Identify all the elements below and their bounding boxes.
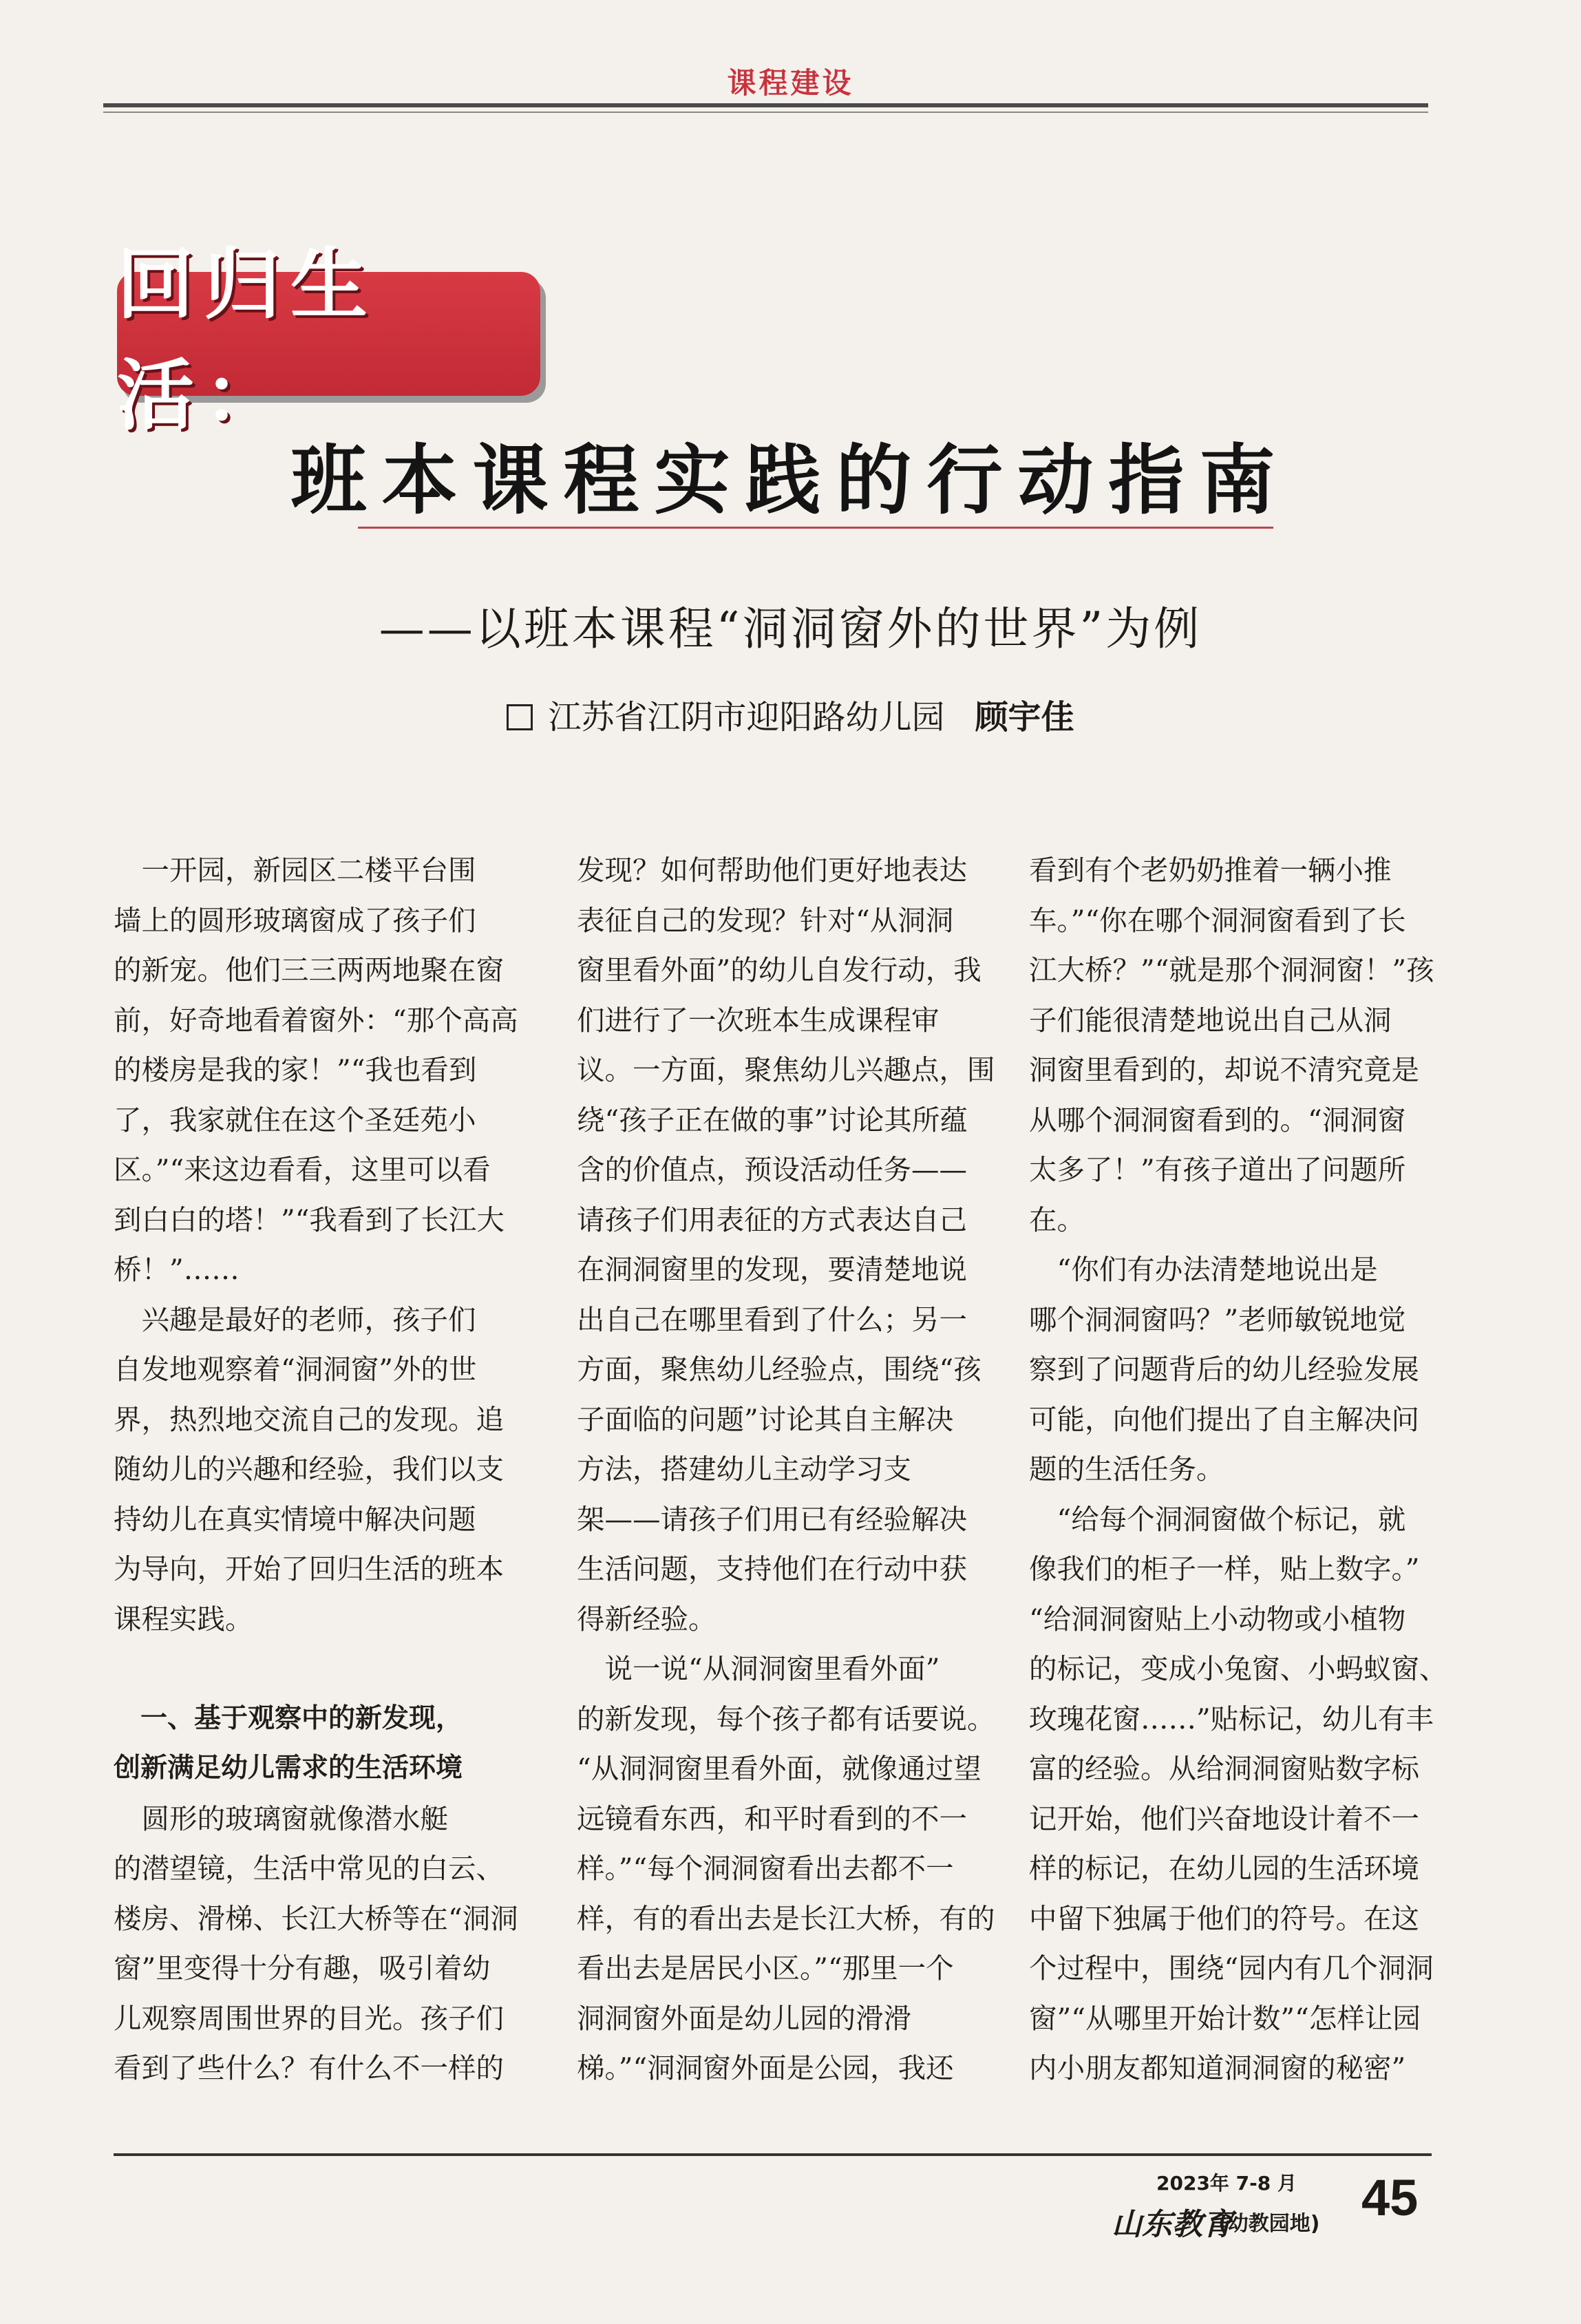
article-subtitle: ——以班本课程“洞洞窗外的世界”为例 (379, 602, 1202, 655)
text-line: 兴趣是最好的老师，孩子们 (114, 1302, 476, 1336)
text-column-3 (1029, 845, 1447, 2093)
text-line: 前，好奇地看着窗外：“那个高高 (114, 1003, 518, 1037)
text-line: 发现？如何帮助他们更好地表达 (577, 854, 967, 887)
text-line: 圆形的玻璃窗就像潜水艇 (114, 1802, 448, 1835)
text-line: 楼房、滑梯、长江大桥等在“洞洞 (114, 1901, 518, 1935)
page-number: 45 (1361, 2169, 1419, 2226)
text-line: 的新宠。他们三三两两地聚在窗 (114, 953, 504, 986)
text-column-1 (114, 845, 527, 2093)
text-line: 儿观察周围世界的目光。孩子们 (114, 2001, 504, 2035)
text-line: 议。一方面，聚焦幼儿兴趣点，围 (577, 1053, 995, 1086)
text-line: 界，热烈地交流自己的发现。追 (114, 1402, 504, 1436)
text-line: 窗”“从哪里开始计数”“怎样让园 (1029, 2001, 1421, 2035)
text-line: 太多了！”有孩子道出了问题所 (1029, 1153, 1406, 1186)
text-line: 一开园，新园区二楼平台围 (114, 854, 476, 887)
text-line: 洞洞窗外面是幼儿园的滑滑 (577, 2001, 911, 2035)
text-line: 区。”“来这边看看，这里可以看 (114, 1153, 491, 1186)
text-line: “给洞洞窗贴上小动物或小植物 (1029, 1602, 1406, 1636)
text-line: 出自己在哪里看到了什么；另一 (577, 1302, 967, 1336)
paragraph-gap (114, 1644, 527, 1694)
text-line: 绕“孩子正在做的事”讨论其所蕴 (577, 1103, 968, 1137)
text-line: 墙上的圆形玻璃窗成了孩子们 (114, 903, 476, 937)
text-line: 哪个洞洞窗吗？”老师敏锐地觉 (1029, 1302, 1406, 1336)
text-line: 含的价值点，预设活动任务—— (577, 1153, 967, 1186)
section-heading-line: 一、基于观察中的新发现， (114, 1702, 463, 1734)
text-line: “你们有办法清楚地说出是 (1029, 1253, 1378, 1286)
text-line: 看出去是居民小区。”“那里一个 (577, 1952, 954, 1985)
title-rule (358, 527, 1273, 529)
text-line: 样，有的看出去是长江大桥，有的 (577, 1901, 995, 1935)
text-line: 看到了些什么？有什么不一样的 (114, 2051, 504, 2084)
byline-box-icon (507, 704, 533, 730)
text-line: 样。”“每个洞洞窗看出去都不一 (577, 1852, 954, 1885)
text-line: 中留下独属于他们的符号。在这 (1029, 1901, 1419, 1935)
text-line: 方法，搭建幼儿主动学习支 (577, 1452, 911, 1486)
section-heading-line: 创新满足幼儿需求的生活环境 (114, 1753, 463, 1784)
footer-section: (幼教园地) (1218, 2212, 1320, 2236)
text-line: 说一说“从洞洞窗里看外面” (577, 1652, 940, 1685)
byline-author: 顾宇佳 (975, 698, 1074, 737)
text-line: “从洞洞窗里看外面，就像通过望 (577, 1752, 982, 1785)
byline (0, 690, 1581, 738)
text-line: 的潜望镜，生活中常见的白云、 (114, 1852, 504, 1885)
text-line: 表征自己的发现？针对“从洞洞 (577, 903, 954, 937)
byline-affiliation: 江苏省江阴市迎阳路幼儿园 (548, 698, 945, 737)
text-line: 像我们的柜子一样，贴上数字。” (1029, 1552, 1420, 1585)
text-line: 玫瑰花窗……”贴标记，幼儿有丰 (1029, 1702, 1434, 1735)
text-line: 在。 (1029, 1203, 1085, 1236)
text-line: “给每个洞洞窗做个标记，就 (1029, 1502, 1406, 1536)
text-line: 课程实践。 (114, 1602, 253, 1636)
text-line: 从哪个洞洞窗看到的。“洞洞窗 (1029, 1103, 1406, 1137)
text-line: 窗里看外面”的幼儿自发行动，我 (577, 953, 982, 986)
text-line: 得新经验。 (577, 1602, 717, 1636)
text-line: 车。”“你在哪个洞洞窗看到了长 (1029, 903, 1406, 937)
text-line: 可能，向他们提出了自主解决问 (1029, 1402, 1419, 1436)
title-line-1: 回归生活： (117, 240, 377, 441)
header-rule-thin (103, 112, 1428, 113)
text-line: 窗”里变得十分有趣，吸引着幼 (114, 1952, 491, 1985)
text-line: 请孩子们用表征的方式表达自己 (577, 1203, 967, 1236)
text-line: 们进行了一次班本生成课程审 (577, 1003, 940, 1037)
text-line: 持幼儿在真实情境中解决问题 (114, 1502, 476, 1536)
text-line: 桥！”…… (114, 1253, 240, 1286)
text-line: 的新发现，每个孩子都有话要说。 (577, 1702, 995, 1735)
footer-magazine-logo: 山东教育 (1112, 2207, 1233, 2242)
text-line: 生活问题，支持他们在行动中获 (577, 1552, 967, 1585)
text-line: 了，我家就住在这个圣廷苑小 (114, 1103, 476, 1137)
text-line: 看到有个老奶奶推着一辆小推 (1029, 854, 1392, 887)
text-line: 自发地观察着“洞洞窗”外的世 (114, 1353, 477, 1386)
text-line: 方面，聚焦幼儿经验点，围绕“孩 (577, 1353, 982, 1386)
section-label: 课程建设 (727, 66, 854, 100)
text-line: 洞窗里看到的，却说不清究竟是 (1029, 1053, 1419, 1086)
text-line: 梯。”“洞洞窗外面是公园，我还 (577, 2051, 954, 2084)
text-line: 江大桥？”“就是那个洞洞窗！”孩 (1029, 953, 1434, 986)
text-line: 的标记，变成小兔窗、小蚂蚁窗、 (1029, 1652, 1447, 1685)
text-line: 子面临的问题”讨论其自主解决 (577, 1402, 954, 1436)
text-line: 随幼儿的兴趣和经验，我们以支 (114, 1452, 504, 1486)
text-line: 到白白的塔！”“我看到了长江大 (114, 1203, 505, 1236)
text-line: 个过程中，围绕“园内有几个洞洞 (1029, 1952, 1434, 1985)
text-line: 记开始，他们兴奋地设计着不一 (1029, 1802, 1419, 1835)
footer-rule (114, 2153, 1432, 2156)
title-banner (117, 240, 540, 441)
article-title: 班本课程实践的行动指南 (290, 436, 1291, 525)
text-line: 样的标记，在幼儿园的生活环境 (1029, 1852, 1419, 1885)
text-line: 的楼房是我的家！”“我也看到 (114, 1053, 477, 1086)
text-line: 内小朋友都知道洞洞窗的秘密” (1029, 2051, 1406, 2084)
footer-issue: 2023年 7-8 月 (1156, 2172, 1297, 2195)
header-rule (103, 103, 1428, 107)
text-line: 富的经验。从给洞洞窗贴数字标 (1029, 1752, 1419, 1785)
text-line: 子们能很清楚地说出自己从洞 (1029, 1003, 1392, 1037)
text-line: 察到了问题背后的幼儿经验发展 (1029, 1353, 1419, 1386)
text-line: 题的生活任务。 (1029, 1452, 1224, 1486)
text-line: 架——请孩子们用已有经验解决 (577, 1502, 967, 1536)
text-column-2 (577, 845, 995, 2093)
text-line: 为导向，开始了回归生活的班本 (114, 1552, 504, 1585)
text-line: 在洞洞窗里的发现，要清楚地说 (577, 1253, 967, 1286)
text-line: 远镜看东西，和平时看到的不一 (577, 1802, 967, 1835)
